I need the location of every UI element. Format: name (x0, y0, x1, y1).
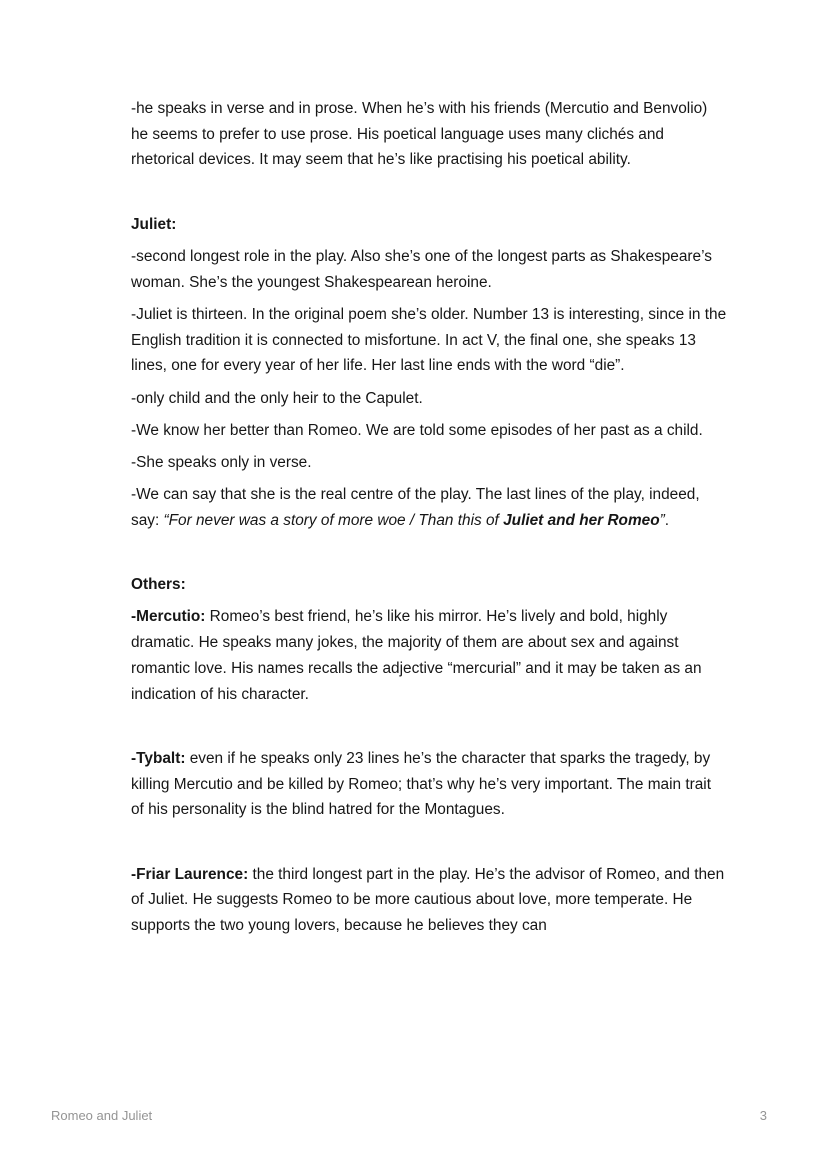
footer-document-title: Romeo and Juliet (51, 1108, 153, 1123)
paragraph (131, 418, 728, 444)
text-run: -he speaks in verse and in prose. When he’s with his friends (Mercutio and Benvolio) he seems to prefer to use prose. His poetical language uses many clichés and rhetorical devices. It may seem that he’s like practising his poetical ability. (131, 100, 708, 169)
text-run: even if he speaks only 23 lines he’s the character that sparks the tragedy, by killing Mercutio and be killed by Romeo; that’s why he’s very important. The main trait of his personality is the blind hatred for the Montagues. (131, 749, 711, 819)
paragraph (131, 746, 728, 823)
paragraph (131, 96, 728, 173)
text-run: -We know her better than Romeo. We are told some episodes of her past as a child. (131, 421, 703, 439)
paragraph (131, 604, 728, 707)
text-run: - (131, 865, 137, 883)
text-run: ” (659, 511, 665, 529)
text-run: -We can say that she is the real centre of the play. The last lines of the play, indeed, say: (131, 486, 700, 529)
text-run: - (131, 608, 137, 626)
text-run: “For never was a story of more woe / Than this of (163, 511, 504, 529)
text-run: -Juliet is thirteen. In the original poem she’s older. Number 13 is interesting, since in the English tradition it is connected to misfortune. In act V, the final one, she speaks 13 lines, one for every year of her life. Her last line ends with the word “die”. (131, 305, 727, 375)
text-run: Mercutio: (136, 608, 206, 626)
text-run: Tybalt: (136, 749, 186, 767)
text-run: -only child and the only heir to the Capulet. (131, 389, 423, 407)
footer-page-number: 3 (759, 1108, 767, 1123)
paragraph (131, 450, 728, 476)
text-run: Juliet and her Romeo (503, 511, 660, 529)
paragraph (131, 386, 728, 412)
text-run: the third longest part in the play. He’s the advisor of Romeo, and then of Juliet. He suggests Romeo to be more cautious about love, more temperate. He supports the two young lovers, because he believes they can (131, 865, 725, 935)
page-footer (51, 1107, 767, 1125)
section-heading (131, 572, 728, 598)
paragraph (131, 302, 728, 379)
paragraph (131, 862, 728, 939)
paragraph (131, 244, 728, 295)
text-run: - (131, 749, 137, 767)
text-run: Friar Laurence: (136, 865, 249, 883)
paragraph (131, 482, 728, 533)
text-run: Juliet: (131, 215, 177, 233)
text-run: . (664, 511, 670, 529)
section-heading (131, 212, 728, 238)
text-run: -She speaks only in verse. (131, 453, 312, 471)
text-run: -second longest role in the play. Also she’s one of the longest parts as Shakespeare’s woman. She’s the youngest Shakespearean heroine. (131, 248, 712, 291)
text-run: Others: (131, 576, 186, 594)
text-run: Romeo’s best friend, he’s like his mirror. He’s lively and bold, highly dramatic. He speaks many jokes, the majority of them are about sex and against romantic love. His names recalls the adjective “mercurial” and it may be taken as an indication of his character. (131, 608, 702, 703)
